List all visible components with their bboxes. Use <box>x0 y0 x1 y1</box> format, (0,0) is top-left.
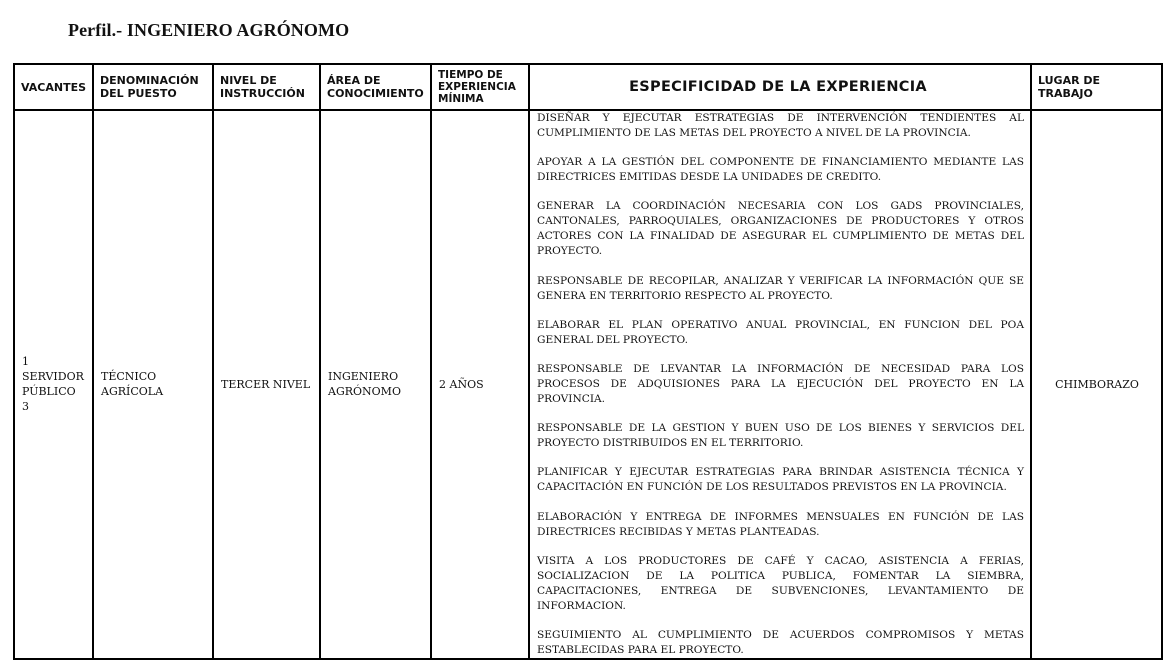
especificidad-list <box>537 111 1024 658</box>
list-item: ELABORACIÓN Y ENTREGA DE INFORMES MENSUALES EN FUNCIÓN DE LAS DIRECTRICES RECIBIDAS Y METAS PLANTEADAS. <box>537 510 1024 538</box>
list-item: APOYAR A LA GESTIÓN DEL COMPONENTE DE FINANCIAMIENTO MEDIANTE LAS DIRECTRICES EMITIDAS DESDE LA UNIDADES DE CREDITO. <box>537 156 1024 184</box>
list-item: GENERAR LA COORDINACIÓN NECESARIA CON LOS GADS PROVINCIALES, CANTONALES, PARROQUIALES, ORGANIZACIONES DE PRODUCTORES Y OTROS ACTORES CON LA FINALIDAD DE ASEGURAR EL CUMPLIMIENTO DE METAS DEL PROYECTO. <box>537 200 1024 258</box>
cell-lugar: CHIMBORAZO <box>1031 110 1162 659</box>
header-nivel: NIVEL DE INSTRUCCIÓN <box>213 64 320 110</box>
cell-nivel: TERCER NIVEL <box>213 110 320 659</box>
list-item: VISITA A LOS PRODUCTORES DE CAFÉ Y CACAO, ASISTENCIA A FERIAS, SOCIALIZACION DE LA POLITICA PUBLICA, FOMENTAR LA SIEMBRA, CAPACITACIONES, ENTREGA DE SUBVENCIONES, LEVANTAMIENTO DE INFORMACION. <box>537 554 1024 612</box>
header-lugar: LUGAR DE TRABAJO <box>1031 64 1162 110</box>
cell-denominacion: TÉCNICO AGRÍCOLA <box>93 110 213 659</box>
list-item: ELABORAR EL PLAN OPERATIVO ANUAL PROVINCIAL, EN FUNCION DEL POA GENERAL DEL PROYECTO. <box>537 318 1024 346</box>
cell-area: INGENIERO AGRÓNOMO <box>320 110 431 659</box>
page-title: Perfil.- INGENIERO AGRÓNOMO <box>68 20 350 40</box>
header-vacantes: VACANTES <box>14 64 93 110</box>
list-item: SEGUIMIENTO AL CUMPLIMIENTO DE ACUERDOS COMPROMISOS Y METAS ESTABLECIDAS PARA EL PROYECTO. <box>537 628 1024 656</box>
header-especificidad: ESPECIFICIDAD DE LA EXPERIENCIA <box>529 64 1031 110</box>
header-row <box>14 64 1162 110</box>
list-item: RESPONSABLE DE RECOPILAR, ANALIZAR Y VERIFICAR LA INFORMACIÓN QUE SE GENERA EN TERRITORIO RESPECTO AL PROYECTO. <box>537 274 1024 302</box>
cell-especificidad <box>529 110 1031 659</box>
header-area: ÁREA DE CONOCIMIENTO <box>320 64 431 110</box>
header-denominacion: DENOMINACIÓN DEL PUESTO <box>93 64 213 110</box>
cell-tiempo: 2 AÑOS <box>431 110 529 659</box>
cell-vacantes: 1 SERVIDOR PÚBLICO 3 <box>14 110 93 659</box>
job-profile-table <box>13 63 1163 660</box>
list-item: RESPONSABLE DE LEVANTAR LA INFORMACIÓN DE NECESIDAD PARA LOS PROCESOS DE ADQUISIONES PARA LA EJECUCIÓN DEL PROYECTO EN LA PROVINCIA. <box>537 362 1024 405</box>
list-item: RESPONSABLE DE LA GESTION Y BUEN USO DE LOS BIENES Y SERVICIOS DEL PROYECTO DISTRIBUIDOS EN EL TERRITORIO. <box>537 422 1024 450</box>
list-item: DISEÑAR Y EJECUTAR ESTRATEGIAS DE INTERVENCIÓN TENDIENTES AL CUMPLIMIENTO DE LAS METAS DEL PROYECTO A NIVEL DE LA PROVINCIA. <box>537 112 1024 139</box>
list-item: PLANIFICAR Y EJECUTAR ESTRATEGIAS PARA BRINDAR ASISTENCIA TÉCNICA Y CAPACITACIÓN EN FUNCIÓN DE LOS RESULTADOS PREVISTOS EN LA PROVINCIA. <box>537 466 1024 494</box>
table-row <box>14 110 1162 659</box>
header-tiempo: TIEMPO DE EXPERIENCIA MÍNIMA <box>431 64 529 110</box>
